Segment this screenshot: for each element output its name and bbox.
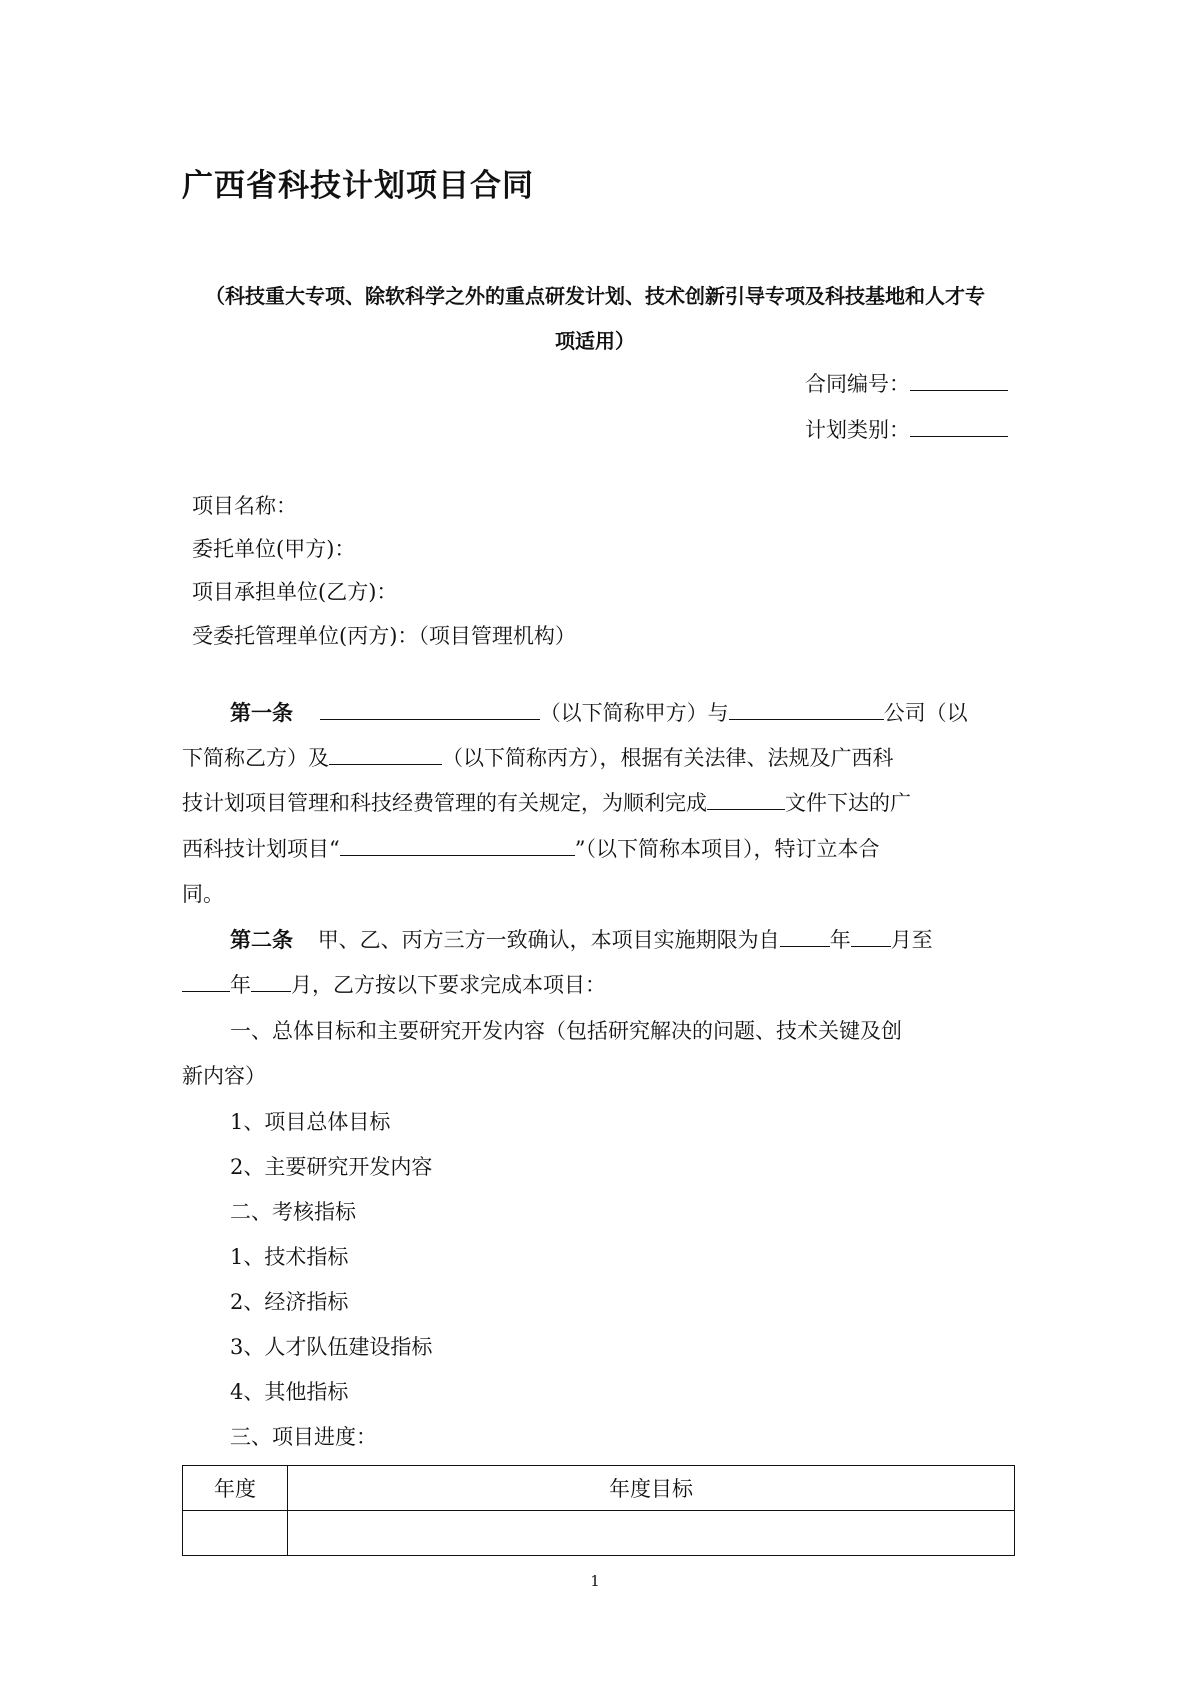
end-month-blank: [251, 973, 291, 992]
article1-text-4b: ”（以下简称本项目），特订立本合: [574, 837, 880, 861]
item-2-2: 2、经济指标: [230, 1290, 349, 1314]
table-cell-year: [183, 1511, 288, 1556]
contract-number-field: [805, 368, 1008, 398]
item-1-2: 2、主要研究开发内容: [230, 1155, 433, 1179]
start-month-blank: [851, 928, 891, 947]
subtitle-line-1: （科技重大专项、除软科学之外的重点研发计划、技术创新引导专项及科技基地和人才专: [205, 284, 985, 308]
page-number: 1: [590, 1572, 600, 1590]
contract-number-label: 合同编号：: [805, 372, 910, 396]
company-blank: [729, 701, 884, 720]
article1-line-5: 同。: [182, 882, 224, 906]
start-year-blank: [780, 928, 830, 947]
document-title: 广西省科技计划项目合同: [182, 168, 534, 204]
progress-table: [182, 1465, 1015, 1556]
contract-number-blank: [910, 372, 1008, 391]
project-name-blank: [340, 837, 575, 856]
article2-text-1a: 甲、乙、丙方三方一致确认，本项目实施期限为自: [317, 928, 780, 952]
table-cell-goal: [288, 1511, 1015, 1556]
party-c-label: 受委托管理单位(丙方)：（项目管理机构）: [192, 624, 576, 648]
article1-text-3a: 技计划项目管理和科技经费管理的有关规定，为顺利完成: [182, 791, 707, 815]
plan-category-label: 计划类别：: [805, 418, 910, 442]
article2-line-1: [230, 924, 933, 954]
item-1-1: 1、项目总体目标: [230, 1110, 391, 1134]
document-ref-blank: [707, 791, 785, 810]
table-header-row: [183, 1466, 1015, 1511]
article1-line-4: [182, 833, 880, 863]
item-2-1: 1、技术指标: [230, 1245, 349, 1269]
article2-text-2a: 年: [230, 973, 251, 997]
party-a-blank: [320, 701, 540, 720]
table-row: [183, 1511, 1015, 1556]
table-header-goal: 年度目标: [288, 1466, 1015, 1511]
article1-line-3: [182, 787, 911, 817]
article2-line-2: [182, 969, 606, 999]
party-b-label: 项目承担单位(乙方)：: [192, 580, 398, 604]
section1-line-1: 一、总体目标和主要研究开发内容（包括研究解决的问题、技术关键及创: [230, 1019, 902, 1043]
article1-text-2b: （以下简称丙方），根据有关法律、法规及广西科: [442, 746, 894, 770]
project-name-label: 项目名称：: [192, 494, 297, 518]
plan-category-field: [805, 414, 1008, 444]
article1-line-1: [230, 697, 968, 727]
party-a-label: 委托单位(甲方)：: [192, 537, 356, 561]
article1-text-1b: 公司（以: [883, 701, 968, 725]
article1-text-4a: 西科技计划项目“: [182, 837, 340, 861]
article2-text-1b: 年: [829, 928, 851, 952]
end-year-blank: [182, 973, 230, 992]
subtitle-line-2: 项适用）: [555, 329, 635, 353]
article2-heading: 第二条: [230, 928, 293, 952]
section3-heading: 三、项目进度：: [230, 1425, 377, 1449]
article1-text-2a: 下简称乙方）及: [182, 746, 329, 770]
article1-text-3b: 文件下达的广: [785, 791, 911, 815]
section1-line-2: 新内容）: [182, 1064, 266, 1088]
article2-text-2b: 月，乙方按以下要求完成本项目：: [291, 973, 606, 997]
table-header-year: 年度: [183, 1466, 288, 1511]
article1-line-2: [182, 742, 894, 772]
article2-text-1c: 月至: [890, 928, 933, 952]
item-2-3: 3、人才队伍建设指标: [230, 1335, 433, 1359]
section2-heading: 二、考核指标: [230, 1200, 356, 1224]
party-c-blank: [329, 746, 442, 765]
item-2-4: 4、其他指标: [230, 1380, 349, 1404]
article1-text-1a: （以下简称甲方）与: [539, 701, 729, 725]
article1-heading: 第一条: [230, 701, 293, 725]
plan-category-blank: [910, 418, 1008, 437]
